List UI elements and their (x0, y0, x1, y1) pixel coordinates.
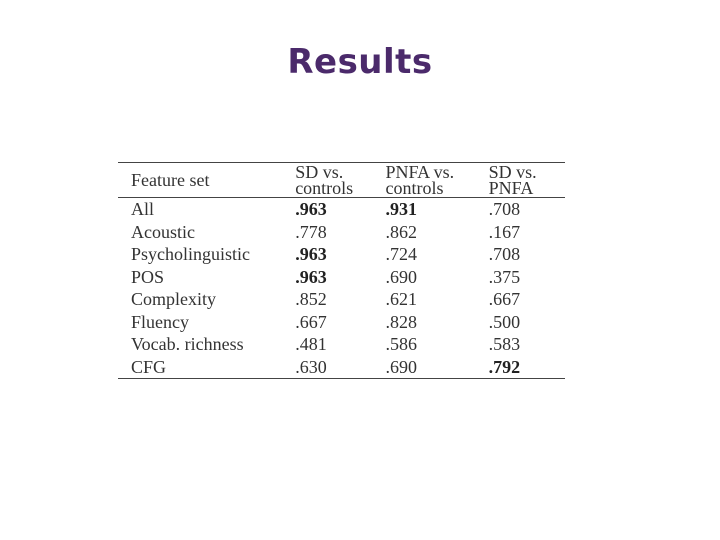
cell-pnfa-vs-controls: .931 (385, 199, 417, 219)
table-row (118, 356, 565, 379)
cell-sd-vs-pnfa: .167 (488, 221, 521, 242)
header-pnfa-vs-controls-line1: PNFA vs. (385, 162, 455, 182)
table-body (118, 198, 565, 379)
table-row (118, 221, 565, 244)
results-table (118, 162, 565, 379)
cell-sd-vs-controls: .778 (295, 221, 327, 242)
table-row (118, 288, 565, 311)
cell-sd-vs-pnfa: .500 (488, 311, 521, 332)
cell-sd-vs-pnfa: .375 (488, 266, 521, 287)
header-feature-set: Feature set (131, 170, 210, 190)
header-sd-vs-controls-line1: SD vs. (295, 162, 344, 182)
cell-feature: All (131, 199, 155, 219)
cell-pnfa-vs-controls: .828 (385, 311, 417, 332)
table-row (118, 243, 565, 266)
cell-sd-vs-controls: .852 (295, 289, 327, 309)
cell-sd-vs-controls: .481 (295, 334, 327, 354)
cell-feature: Complexity (131, 289, 216, 309)
cell-sd-vs-controls: .630 (295, 356, 327, 377)
cell-sd-vs-controls: .963 (295, 266, 327, 287)
table-row (118, 311, 565, 334)
cell-sd-vs-pnfa: .583 (488, 334, 521, 354)
cell-sd-vs-pnfa: .667 (488, 289, 521, 309)
slide-title: Results (287, 42, 433, 82)
cell-sd-vs-pnfa: .708 (488, 244, 521, 264)
cell-sd-vs-controls: .963 (295, 244, 327, 264)
cell-pnfa-vs-controls: .621 (385, 289, 417, 309)
cell-feature: Acoustic (131, 221, 195, 242)
cell-pnfa-vs-controls: .586 (385, 334, 417, 354)
cell-pnfa-vs-controls: .690 (385, 266, 417, 287)
cell-feature: Fluency (131, 311, 189, 332)
header-pnfa-vs-controls (385, 163, 488, 198)
results-table-container (118, 162, 565, 379)
header-sd-vs-controls-line2: controls (295, 178, 354, 198)
header-pnfa-vs-controls-line2: controls (385, 178, 444, 198)
cell-sd-vs-controls: .963 (295, 199, 327, 219)
header-sd-vs-controls (295, 163, 385, 198)
cell-sd-vs-pnfa: .708 (488, 199, 521, 219)
header-sd-vs-pnfa (489, 163, 565, 198)
cell-pnfa-vs-controls: .690 (385, 356, 417, 377)
cell-pnfa-vs-controls: .862 (385, 221, 417, 242)
header-row (118, 163, 565, 198)
table-header (118, 163, 565, 198)
table-row (118, 333, 565, 356)
cell-sd-vs-controls: .667 (295, 311, 327, 332)
table-row (118, 266, 565, 289)
table-row (118, 198, 565, 221)
cell-pnfa-vs-controls: .724 (385, 244, 417, 264)
header-sd-vs-pnfa-line2: PNFA (488, 178, 534, 198)
cell-feature: CFG (131, 356, 167, 377)
cell-sd-vs-pnfa: .792 (488, 356, 521, 377)
header-sd-vs-pnfa-line1: SD vs. (488, 162, 537, 182)
cell-feature: Psycholinguistic (131, 244, 251, 264)
cell-feature: POS (131, 266, 165, 287)
cell-feature: Vocab. richness (131, 334, 244, 354)
